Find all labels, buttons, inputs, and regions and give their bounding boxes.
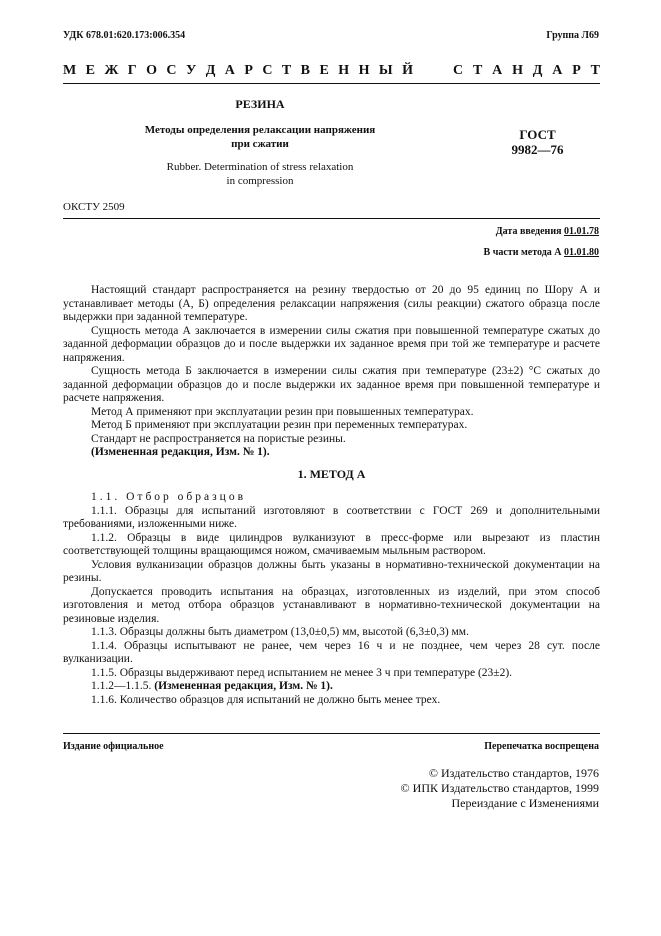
intro-paragraph-5: Метод Б применяют при эксплуатации резин при переменных температурах.	[91, 419, 468, 431]
paragraph-1-1-5: 1.1.5. Образцы выдерживают перед испытанием не менее 3 ч при температуре (23±2).	[91, 666, 513, 679]
intro-paragraph-1: Настоящий стандарт распространяется на резину твердостью от 20 до 95 единиц по Шору А и устанавливает методы (А, Б) определения релаксации напряжения (силы реакции) сжатого образца после выдержки при заданной температуре.	[63, 284, 600, 323]
banner-letter: У	[185, 63, 197, 78]
banner-letter: В	[300, 63, 311, 78]
gost-label: ГОСТ	[519, 127, 556, 142]
banner-letter: Т	[281, 63, 292, 78]
doc-title-english-line1: Rubber. Determination of stress relaxation	[166, 161, 354, 173]
banner-letter: Р	[244, 63, 253, 78]
banner-word-2	[453, 63, 600, 79]
paragraph-1-1-4: 1.1.4. Образцы испытывают не ранее, чем через 16 ч и не позднее, чем через 28 сут. после вулканизации.	[63, 639, 600, 665]
edit-note-text: (Измененная редакция, Изм. № 1).	[154, 680, 333, 692]
paragraph-1-1-6: 1.1.6. Количество образцов для испытаний не должно быть менее трех.	[91, 693, 441, 706]
intro-date-label: Дата введения	[495, 226, 562, 237]
paragraph-1-1-2-conditions: Условия вулканизации образцов должны быть указаны в нормативно-технической документации на резины.	[63, 558, 600, 584]
reprint-prohibited: Перепечатка воспрещена	[484, 741, 599, 752]
banner-word-1	[63, 63, 413, 79]
method-a-date-value: 01.01.80	[564, 247, 599, 258]
standard-banner	[63, 63, 600, 79]
banner-letter: Г	[127, 63, 137, 78]
group-code: Группа Л69	[546, 30, 599, 41]
intro-date	[496, 226, 599, 237]
method-a-date	[484, 247, 599, 258]
intro-paragraph-6: Стандарт не распространяется на пористые резины.	[91, 432, 346, 445]
paragraph-edit-note	[63, 680, 600, 694]
subsection-heading: 1.1. Отбор образцов	[91, 491, 247, 503]
banner-letter: Н	[338, 63, 350, 78]
banner-letter: А	[224, 63, 235, 78]
banner-letter: С	[453, 63, 464, 78]
intro-paragraph-4: Метод А применяют при эксплуатации резин при повышенных температурах.	[91, 405, 474, 418]
banner-letter: Д	[532, 63, 543, 78]
banner-letter: О	[146, 63, 157, 78]
intro-paragraph-2: Сущность метода А заключается в измерении силы сжатия при повышенной температуре сжатых до заданной деформации образцов до и после выдержки их заданное время при той же температуре и расчете напряжения.	[63, 324, 600, 364]
okstu-rule	[63, 218, 600, 219]
banner-letter: С	[262, 63, 273, 78]
reissue-note: Переиздание с Изменениями	[451, 796, 599, 810]
intro-edit-note: (Измененная редакция, Изм. № 1).	[91, 446, 270, 458]
okstu-code: ОКСТУ 2509	[63, 201, 125, 213]
banner-letter: Т	[590, 63, 600, 78]
banner-letter: Е	[85, 63, 95, 78]
copyright-1999: © ИПК Издательство стандартов, 1999	[400, 781, 599, 795]
paragraph-1-1-1: 1.1.1. Образцы для испытаний изготовляют в соответствии с ГОСТ 269 и дополнительными требованиями, изложенными ниже.	[63, 504, 600, 530]
udk-code: УДК 678.01:620.173:006.354	[63, 30, 186, 41]
section-1-heading: 1. МЕТОД А	[297, 467, 366, 481]
doc-subtitle-line1: Методы определения релаксации напряжения	[144, 124, 376, 136]
footer-rule	[63, 733, 600, 734]
doc-title: РЕЗИНА	[235, 97, 285, 111]
gost-code: 9982—76	[511, 142, 564, 157]
banner-letter: С	[166, 63, 177, 78]
intro-date-value: 01.01.78	[564, 226, 599, 237]
banner-letter: Д	[205, 63, 216, 78]
banner-letter: Ж	[104, 63, 119, 78]
banner-rule	[63, 83, 600, 84]
intro-section	[63, 284, 600, 460]
gost-number	[490, 127, 585, 157]
doc-title-english-line2: in compression	[226, 174, 294, 187]
paragraph-1-1-3: 1.1.3. Образцы должны быть диаметром (13,0±0,5) мм, высотой (6,3±0,3) мм.	[91, 626, 469, 638]
banner-letter: А	[552, 63, 563, 78]
official-edition: Издание официальное	[63, 741, 164, 752]
doc-subtitle	[110, 124, 410, 151]
banner-letter: Ы	[378, 63, 393, 78]
copyright-block	[401, 766, 599, 811]
banner-letter: Й	[402, 63, 413, 78]
section-1-body	[63, 491, 600, 707]
copyright-1976: © Издательство стандартов, 1976	[428, 766, 599, 780]
banner-letter: Н	[358, 63, 370, 78]
doc-subtitle-line2: при сжатии	[231, 137, 289, 150]
doc-title-english	[110, 161, 410, 188]
edit-note-range: 1.1.2—1.1.5.	[91, 680, 152, 692]
method-a-date-label: В части метода А	[483, 247, 562, 258]
intro-paragraph-3: Сущность метода Б заключается в измерении силы сжатия при температуре (23±2) °С сжатых до заданной деформации образцов до и после выдержки их заданное время при повышенной температуре и расчете напряжения.	[63, 365, 600, 404]
banner-letter: Е	[319, 63, 329, 78]
paragraph-1-1-2-products: Допускается проводить испытания на образцах, изготовленных из изделий, при этом способ изготовления и метод отбора образцов устанавливают в нормативно-технической документации на резиновые изделия.	[63, 585, 600, 625]
paragraph-1-1-2: 1.1.2. Образцы в виде цилиндров вулканизуют в пресс-форме или вырезают из пластин соответствующей толщины вращающимся ножом, смачиваемым мыльным раствором.	[63, 531, 600, 557]
banner-letter: Т	[472, 63, 483, 78]
banner-letter: Р	[572, 63, 581, 78]
banner-letter: Н	[512, 63, 523, 78]
banner-letter: А	[492, 63, 503, 78]
banner-letter: М	[63, 63, 77, 78]
